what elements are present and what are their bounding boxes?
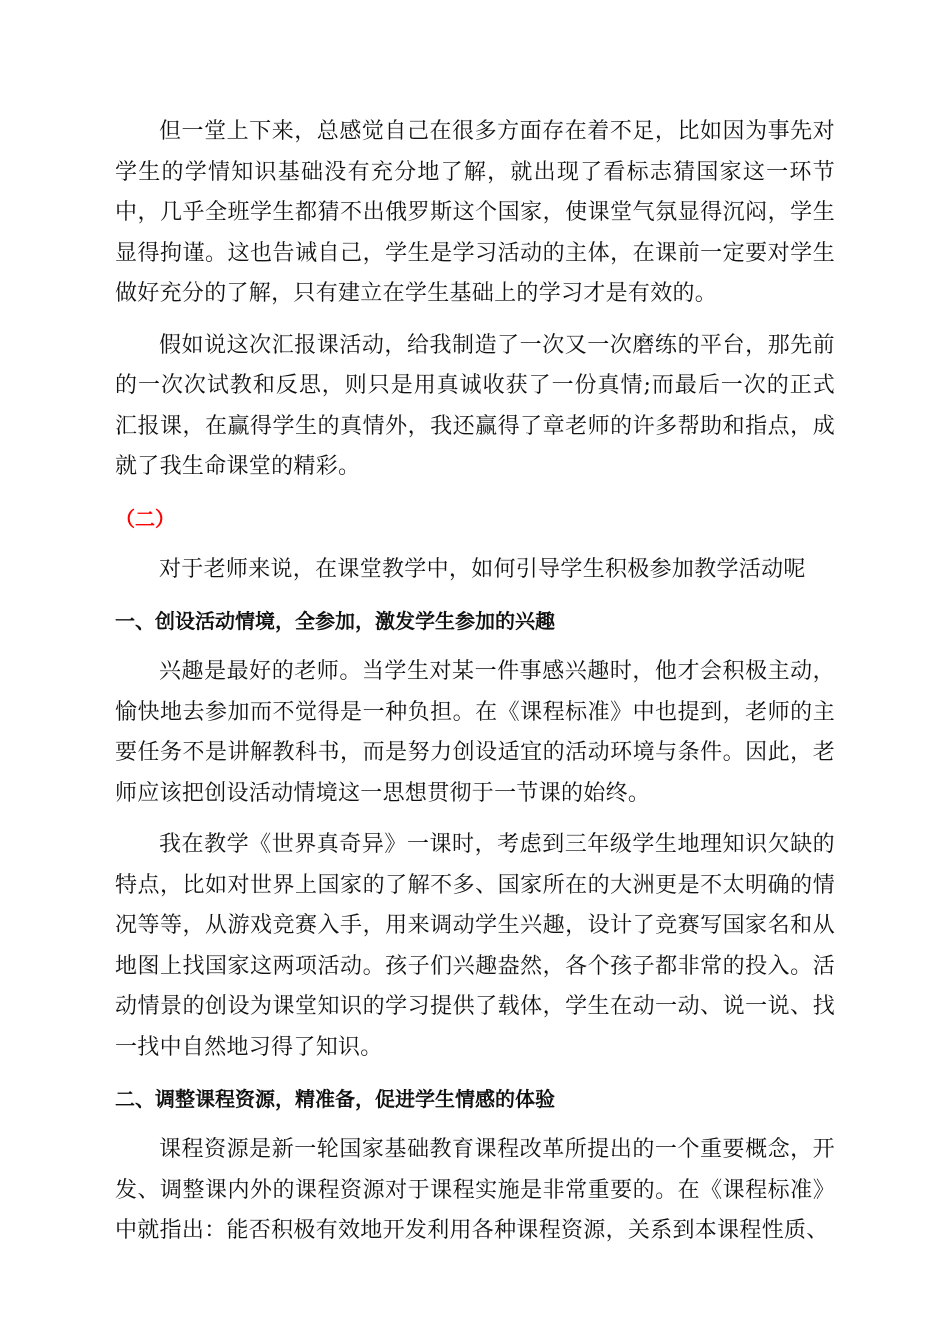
paragraph-reflection: 但一堂上下来，总感觉自己在很多方面存在着不足，比如因为事先对学生的学情知识基础没有充分地了解，就出现了看标志猜国家这一环节中，几乎全班学生都猜不出俄罗斯这个国家，使课堂气氛显得沉闷，学生显得拘谨。这也告诫自己，学生是学习活动的主体，在课前一定要对学生做好充分的了解，只有建立在学生基础上的学习才是有效的。: [115, 119, 835, 306]
document-body: [115, 112, 835, 1252]
heading-section-two: 二、调整课程资源，精准备，促进学生情感的体验: [115, 1087, 555, 1111]
paragraph-course-resources: 课程资源是新一轮国家基础教育课程改革所提出的一个重要概念，开发、调整课内外的课程资源对于课程实施是非常重要的。在《课程标准》中就指出：能否积极有效地开发利用各种课程资源，关系到本课程性质、: [115, 1137, 835, 1243]
heading-section-one: 一、创设活动情境，全参加，激发学生参加的兴趣: [115, 609, 555, 633]
paragraph-gap: [115, 1068, 835, 1079]
section-mark: （二）: [115, 506, 175, 531]
paragraph-gap: [115, 539, 835, 550]
paragraph-gap: [115, 1119, 835, 1130]
paragraph-gap: [115, 315, 835, 326]
paragraph-gap: [115, 814, 835, 825]
paragraph-report-lesson: 假如说这次汇报课活动，给我制造了一次又一次磨练的平台，那先前的一次次试教和反思，则只是用真诚收获了一份真情;而最后一次的正式汇报课，在赢得学生的真情外，我还赢得了章老师的许多帮助和指点，成就了我生命课堂的精彩。: [115, 332, 835, 479]
paragraph-world-lesson: 我在教学《世界真奇异》一课时，考虑到三年级学生地理知识欠缺的特点，比如对世界上国家的了解不多、国家所在的大洲更是不太明确的情况等等，从游戏竞赛入手，用来调动学生兴趣，设计了竞赛写国家名和从地图上找国家这两项活动。孩子们兴趣盎然，各个孩子都非常的投入。活动情景的创设为课堂知识的学习提供了载体，学生在动一动、说一说、找一找中自然地习得了知识。: [115, 832, 835, 1060]
paragraph-gap: [115, 488, 835, 499]
paragraph-intro-question: 对于老师来说，在课堂教学中，如何引导学生积极参加教学活动呢: [159, 556, 806, 582]
paragraph-gap: [115, 590, 835, 601]
paragraph-gap: [115, 641, 835, 652]
paragraph-interest: 兴趣是最好的老师。当学生对某一件事感兴趣时，他才会积极主动，愉快地去参加而不觉得是一种负担。在《课程标准》中也提到，老师的主要任务不是讲解教科书，而是努力创设适宜的活动环境与条件。因此，老师应该把创设活动情境这一思想贯彻于一节课的始终。: [115, 659, 835, 806]
